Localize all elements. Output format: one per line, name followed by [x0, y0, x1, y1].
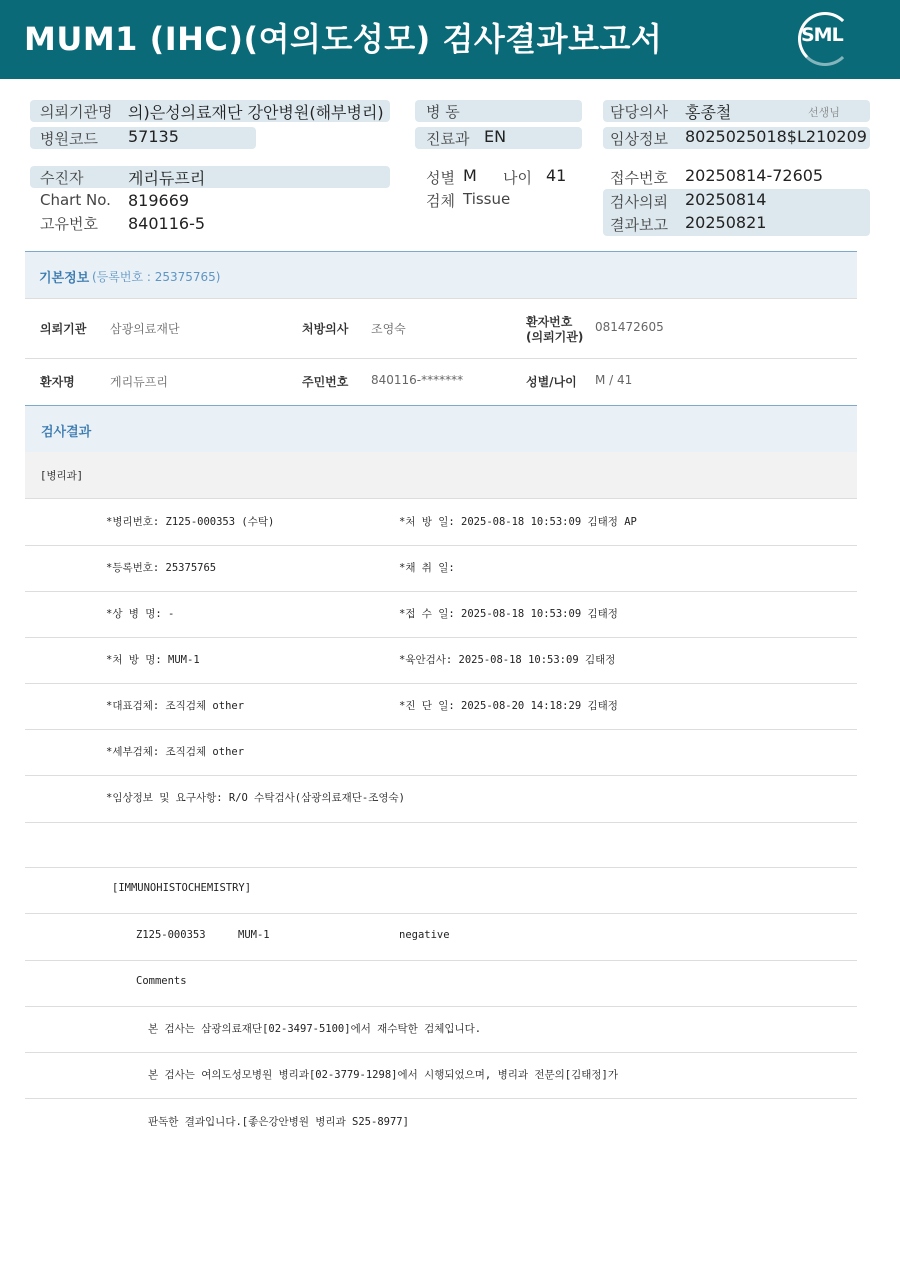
report-value: 20250821: [685, 213, 767, 232]
clinical-value: 8025025018$L210209: [685, 127, 867, 146]
specimen-value: Tissue: [463, 190, 511, 208]
result-row-left: *등록번호: 25375765: [106, 562, 217, 574]
info-prescriber-label: 처방의사: [302, 322, 349, 336]
hospcode-label: 병원코드: [40, 130, 98, 148]
result-row-left: *병리번호: Z125-000353 (수탁): [106, 516, 275, 528]
basic-info-title: 기본정보: [39, 271, 90, 286]
info-patient-name-label: 환자명: [40, 375, 75, 389]
chart-label: Chart No.: [40, 191, 111, 209]
divider: [25, 775, 857, 776]
info-clinic-value: 삼광의료재단: [110, 322, 180, 336]
info-patient-name-value: 게리듀프리: [110, 375, 168, 389]
receipt-label: 접수번호: [610, 169, 668, 187]
result-row-right: *접 수 일: 2025-08-18 10:53:09 김태정: [399, 608, 618, 620]
sex-value: M: [463, 166, 477, 185]
divider: [25, 822, 857, 823]
ihc-test-name: MUM-1: [238, 929, 270, 941]
dept-label: 진료과: [426, 130, 470, 148]
specimen-label: 검체: [426, 192, 455, 210]
comments-label: Comments: [136, 975, 187, 987]
report-title: MUM1 (IHC)(여의도성모) 검사결과보고서: [24, 20, 663, 58]
divider: [25, 298, 857, 299]
result-row-left: *임상정보 및 요구사항: R/O 수탁검사(삼광의료재단-조영숙): [106, 792, 406, 804]
registration-number: (등록번호 : 25375765): [92, 270, 221, 284]
info-prescriber-value: 조영숙: [371, 322, 406, 336]
report-header: [0, 0, 900, 79]
divider: [25, 913, 857, 914]
request-label: 검사의뢰: [610, 193, 668, 211]
receipt-value: 20250814-72605: [685, 166, 824, 185]
doctor-value: 홍종철: [685, 103, 732, 122]
patient-label: 수진자: [40, 169, 84, 187]
request-value: 20250814: [685, 190, 767, 209]
results-title: 검사결과: [41, 425, 92, 440]
result-row-left: *세부검체: 조직검체 other: [106, 746, 245, 758]
result-row-right: *진 단 일: 2025-08-20 14:18:29 김태정: [399, 700, 618, 712]
dept-value: EN: [484, 127, 507, 146]
ward-label: 병 동: [426, 103, 460, 121]
ihc-result: negative: [399, 929, 450, 941]
report-label: 결과보고: [610, 216, 668, 234]
doctor-label: 담당의사: [610, 103, 668, 121]
doctor-suffix: 선생님: [808, 106, 840, 119]
age-value: 41: [546, 166, 567, 185]
patient-pill: [30, 166, 390, 188]
divider: [25, 1052, 857, 1053]
clinic-label: 의뢰기관명: [40, 103, 113, 121]
chart-value: 819669: [128, 191, 190, 210]
info-rrn-label: 주민번호: [302, 375, 349, 389]
result-row-left: *상 병 명: -: [106, 608, 175, 620]
divider: [25, 358, 857, 359]
divider: [25, 498, 857, 499]
divider: [25, 683, 857, 684]
result-row-right: *육안검사: 2025-08-18 10:53:09 김태정: [399, 654, 616, 666]
divider: [25, 591, 857, 592]
hospcode-value: 57135: [128, 127, 179, 146]
info-patient-no-label: 환자번호: [526, 315, 573, 329]
patient-value: 게리듀프리: [128, 169, 206, 188]
divider: [25, 729, 857, 730]
results-header: [25, 405, 857, 452]
divider: [25, 867, 857, 868]
sml-logo-icon: SML: [798, 12, 852, 66]
divider: [25, 637, 857, 638]
divider: [25, 1006, 857, 1007]
result-row-right: *처 방 일: 2025-08-18 10:53:09 김태정 AP: [399, 516, 637, 528]
comment-line: 본 검사는 여의도성모병원 병리과[02-3779-1298]에서 시행되었으며, 병리과 전문의[김태정]가: [148, 1069, 618, 1081]
ihc-title: [IMMUNOHISTOCHEMISTRY]: [112, 882, 252, 894]
sex-label: 성별: [426, 169, 455, 187]
divider: [25, 1098, 857, 1099]
divider: [25, 960, 857, 961]
info-clinic-label: 의뢰기관: [40, 322, 87, 336]
info-rrn-value: 840116-*******: [371, 373, 464, 387]
info-patient-no-value: 081472605: [595, 320, 664, 334]
department-label: [병리과]: [40, 470, 84, 482]
result-row-left: *처 방 명: MUM-1: [106, 654, 200, 666]
dept-band: [25, 452, 857, 498]
age-label: 나이: [503, 169, 532, 187]
comment-line: 본 검사는 삼광의료재단[02-3497-5100]에서 재수탁한 검체입니다.: [148, 1023, 482, 1035]
uid-label: 고유번호: [40, 215, 98, 233]
comment-line: 판독한 결과입니다.[좋은강안병원 병리과 S25-8977]: [148, 1116, 409, 1128]
clinical-label: 임상정보: [610, 130, 668, 148]
result-row-left: *대표검체: 조직검체 other: [106, 700, 245, 712]
clinic-value: 의)은성의료재단 강안병원(해부병리): [128, 103, 384, 122]
info-sex-age-label: 성별/나이: [526, 375, 577, 389]
uid-value: 840116-5: [128, 214, 206, 233]
result-row-right: *채 취 일:: [399, 562, 455, 574]
info-sex-age-value: M / 41: [595, 373, 633, 387]
basic-info-header: [25, 251, 857, 299]
ihc-specimen-number: Z125-000353: [136, 929, 206, 941]
divider: [25, 545, 857, 546]
info-patient-no-sublabel: (의뢰기관): [526, 330, 584, 344]
